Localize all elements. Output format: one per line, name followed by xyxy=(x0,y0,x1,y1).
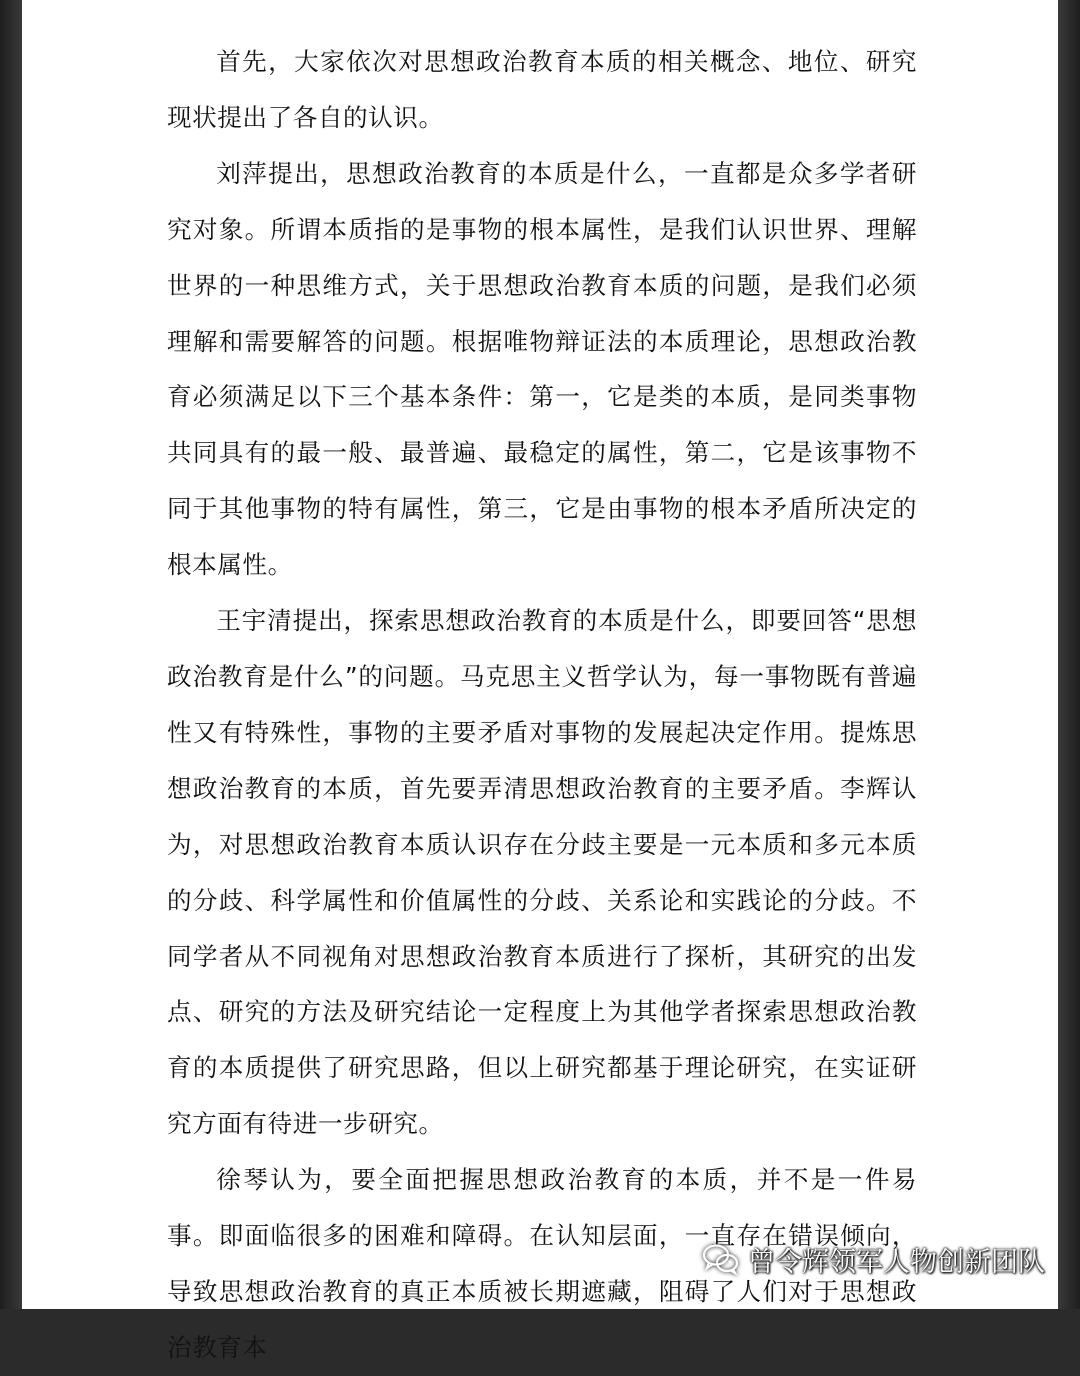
document-body xyxy=(167,34,917,1376)
watermark-text: 曾令辉领军人物创新团队 xyxy=(748,1246,1045,1278)
watermark xyxy=(702,1236,1045,1282)
paragraph-1: 首先，大家依次对思想政治教育本质的相关概念、地位、研究现状提出了各自的认识。 xyxy=(167,47,917,132)
paragraph-4: 徐琴认为，要全面把握思想政治教育的本质，并不是一件易事。即面临很多的困难和障碍。在认知层面，一直存在错误倾向，导致思想政治教育的真正本质被长期遮藏，阻碍了人们对于思想政治教育本 xyxy=(167,1165,917,1362)
document-page xyxy=(22,0,1058,1362)
paragraph-2: 刘萍提出，思想政治教育的本质是什么，一直都是众多学者研究对象。所谓本质指的是事物的根本属性，是我们认识世界、理解世界的一种思维方式，关于思想政治教育本质的问题，是我们必须理解和需要解答的问题。根据唯物辩证法的本质理论，思想政治教育必须满足以下三个基本条件：第一，它是类的本质，是同类事物共同具有的最一般、最普遍、最稳定的属性，第二，它是该事物不同于其他事物的特有属性，第三，它是由事物的根本矛盾所决定的根本属性。 xyxy=(167,158,917,580)
page-shadow-right xyxy=(1058,0,1080,1309)
wechat-icon xyxy=(702,1243,740,1275)
paragraph-3: 王宇清提出，探索思想政治教育的本质是什么，即要回答“思想政治教育是什么”的问题。马克思主义哲学认为，每一事物既有普遍性又有特殊性，事物的主要矛盾对事物的发展起决定作用。提炼思想政治教育的本质，首先要弄清思想政治教育的主要矛盾。李辉认为，对思想政治教育本质认识存在分歧主要是一元本质和多元本质的分歧、科学属性和价值属性的分歧、关系论和实践论的分歧。不同学者从不同视角对思想政治教育本质进行了探析，其研究的出发点、研究的方法及研究结论一定程度上为其他学者探索思想政治教育的本质提供了研究思路，但以上研究都基于理论研究，在实证研究方面有待进一步研究。 xyxy=(167,606,917,1139)
page-shadow-left xyxy=(0,0,22,1309)
